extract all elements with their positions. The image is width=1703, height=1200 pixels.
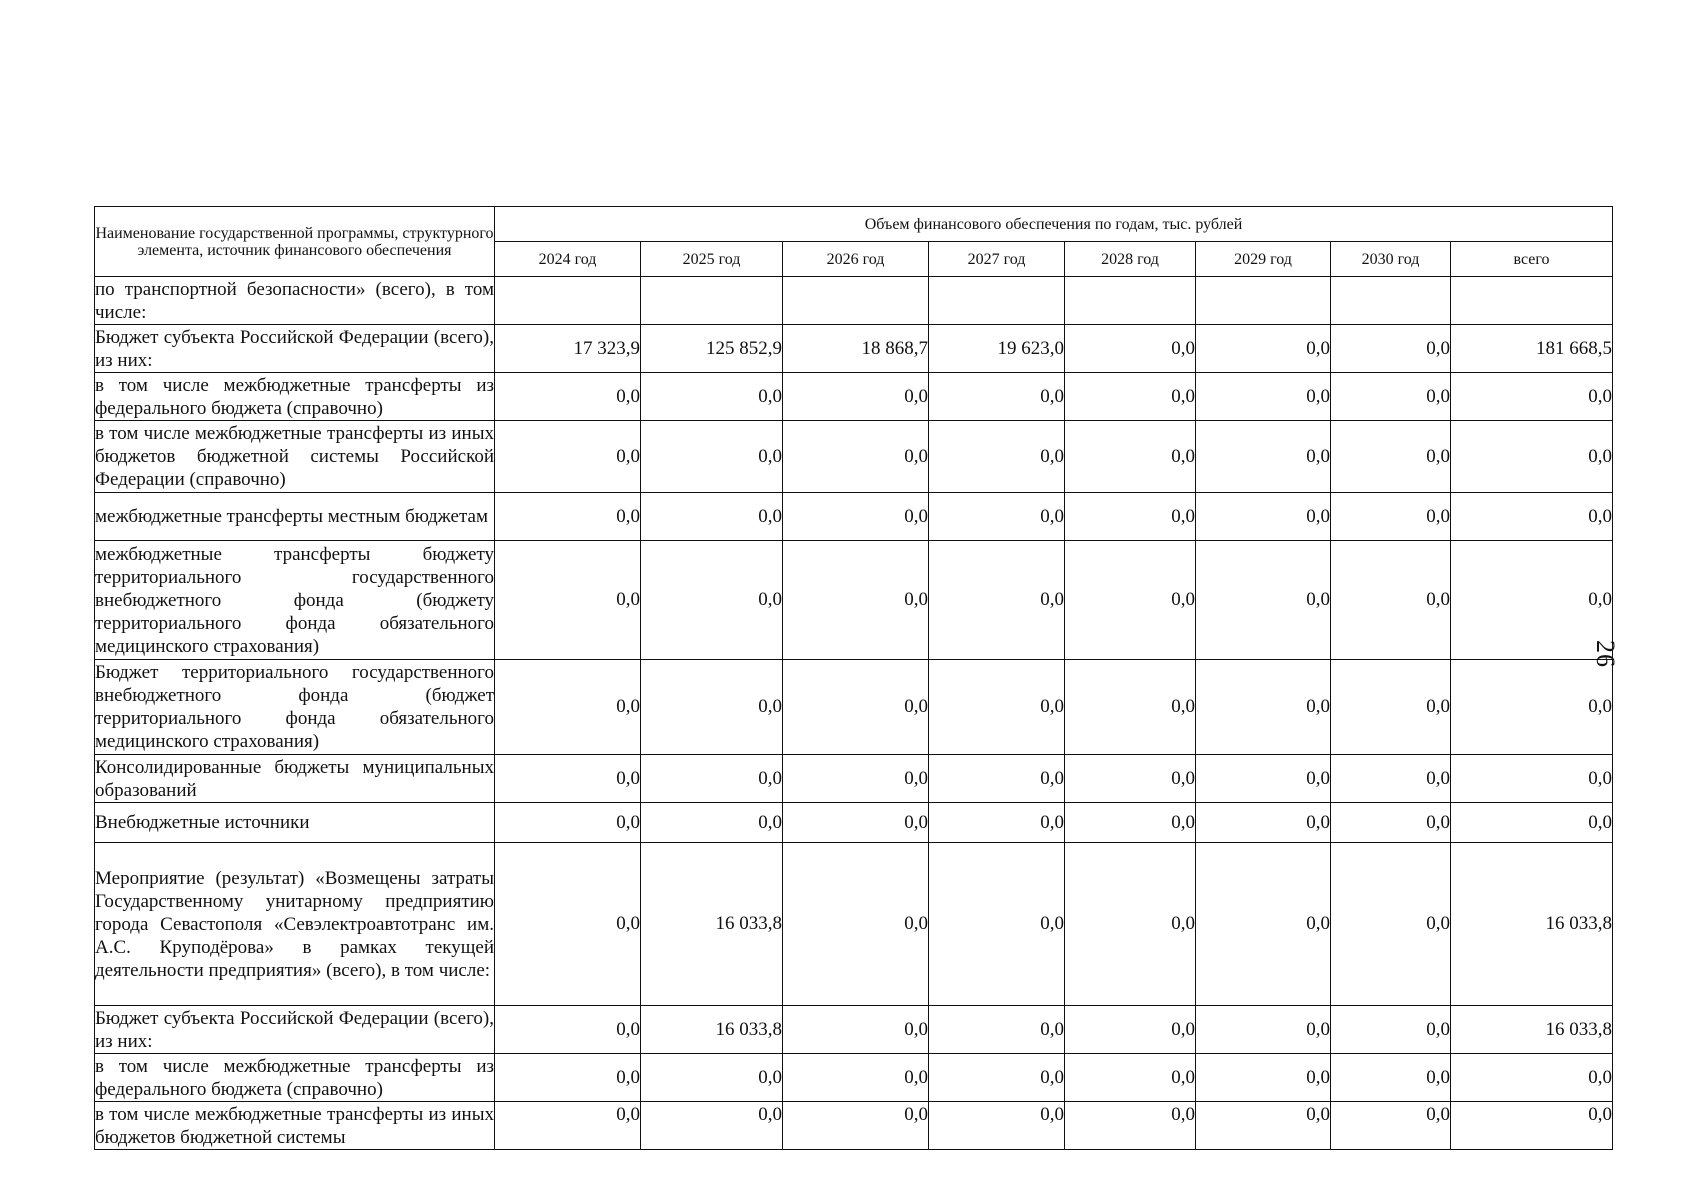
- table-row: [95, 803, 1613, 843]
- value-cell: 181 668,5: [1451, 325, 1613, 373]
- value-cell: 0,0: [641, 541, 783, 660]
- value-cell: 16 033,8: [641, 1006, 783, 1054]
- value-cell: 0,0: [495, 421, 641, 493]
- value-cell: [1196, 277, 1331, 325]
- value-cell: [1065, 277, 1196, 325]
- row-name: межбюджетные трансферты местным бюджетам: [95, 493, 495, 541]
- header-name-column: Наименование государственной программы, структурного элемента, источник финансового обеспечения: [95, 207, 495, 277]
- value-cell: [1331, 277, 1451, 325]
- header-year-2028: 2028 год: [1065, 242, 1196, 277]
- value-cell: 0,0: [783, 1102, 929, 1150]
- value-cell: 0,0: [1331, 1102, 1451, 1150]
- value-cell: 0,0: [1451, 1102, 1613, 1150]
- value-cell: 18 868,7: [783, 325, 929, 373]
- value-cell: 0,0: [1451, 660, 1613, 755]
- table-row: [95, 421, 1613, 493]
- value-cell: 0,0: [1065, 1102, 1196, 1150]
- value-cell: 0,0: [1331, 541, 1451, 660]
- table-row: [95, 373, 1613, 421]
- value-cell: 0,0: [1196, 325, 1331, 373]
- value-cell: 0,0: [929, 1006, 1065, 1054]
- value-cell: 125 852,9: [641, 325, 783, 373]
- row-name: межбюджетные трансферты бюджету территориального государственного внебюджетного фонда (бюджету территориального фонда обязательного медицинского страхования): [95, 541, 495, 660]
- row-name: в том числе межбюджетные трансферты из иных бюджетов бюджетной системы Российской Федерации (справочно): [95, 421, 495, 493]
- value-cell: 0,0: [929, 803, 1065, 843]
- value-cell: 0,0: [783, 1006, 929, 1054]
- value-cell: 0,0: [1451, 421, 1613, 493]
- value-cell: 0,0: [641, 421, 783, 493]
- value-cell: 0,0: [929, 755, 1065, 803]
- value-cell: 0,0: [783, 660, 929, 755]
- value-cell: 0,0: [1451, 803, 1613, 843]
- value-cell: 0,0: [641, 373, 783, 421]
- value-cell: 0,0: [1331, 1006, 1451, 1054]
- value-cell: 0,0: [1065, 803, 1196, 843]
- value-cell: 0,0: [1065, 421, 1196, 493]
- value-cell: 0,0: [641, 1054, 783, 1102]
- header-year-2030: 2030 год: [1331, 242, 1451, 277]
- header-row-group: [95, 207, 1613, 242]
- value-cell: 0,0: [1196, 1102, 1331, 1150]
- table-row: [95, 1054, 1613, 1102]
- value-cell: 0,0: [1065, 1006, 1196, 1054]
- value-cell: 19 623,0: [929, 325, 1065, 373]
- page-number: 26: [1591, 640, 1620, 668]
- header-year-2027: 2027 год: [929, 242, 1065, 277]
- value-cell: 0,0: [1065, 541, 1196, 660]
- value-cell: 0,0: [1065, 1054, 1196, 1102]
- value-cell: 0,0: [1331, 803, 1451, 843]
- value-cell: 0,0: [1065, 843, 1196, 1006]
- value-cell: 0,0: [1196, 373, 1331, 421]
- value-cell: 0,0: [929, 660, 1065, 755]
- table-row: [95, 755, 1613, 803]
- value-cell: 0,0: [495, 755, 641, 803]
- value-cell: 0,0: [1331, 755, 1451, 803]
- value-cell: 0,0: [641, 755, 783, 803]
- row-name: Внебюджетные источники: [95, 803, 495, 843]
- value-cell: 0,0: [641, 1102, 783, 1150]
- row-name: Консолидированные бюджеты муниципальных образований: [95, 756, 494, 801]
- row-name: в том числе межбюджетные трансферты из иных бюджетов бюджетной системы: [95, 1103, 494, 1148]
- value-cell: 0,0: [495, 803, 641, 843]
- value-cell: 0,0: [1065, 755, 1196, 803]
- value-cell: 0,0: [783, 421, 929, 493]
- value-cell: 0,0: [929, 1102, 1065, 1150]
- value-cell: 0,0: [929, 1054, 1065, 1102]
- value-cell: 0,0: [1065, 325, 1196, 373]
- row-name: Бюджет территориального государственного внебюджетного фонда (бюджет территориального фонда обязательного медицинского страхования): [95, 660, 495, 755]
- value-cell: 0,0: [1196, 421, 1331, 493]
- row-name: в том числе межбюджетные трансферты из федерального бюджета (справочно): [95, 374, 494, 419]
- value-cell: 0,0: [1451, 1054, 1613, 1102]
- value-cell: [495, 277, 641, 325]
- value-cell: 0,0: [1331, 325, 1451, 373]
- value-cell: 0,0: [495, 541, 641, 660]
- row-name: по транспортной безопасности» (всего), в том числе:: [95, 278, 494, 323]
- value-cell: 0,0: [1196, 1054, 1331, 1102]
- value-cell: 0,0: [1065, 373, 1196, 421]
- value-cell: 0,0: [1331, 1054, 1451, 1102]
- value-cell: 0,0: [929, 373, 1065, 421]
- value-cell: 0,0: [1196, 1006, 1331, 1054]
- value-cell: 0,0: [783, 541, 929, 660]
- value-cell: [783, 277, 929, 325]
- value-cell: 0,0: [1196, 755, 1331, 803]
- value-cell: 0,0: [641, 803, 783, 843]
- value-cell: 0,0: [783, 803, 929, 843]
- value-cell: 0,0: [1331, 843, 1451, 1006]
- table-row: [95, 843, 1613, 1006]
- value-cell: 0,0: [783, 755, 929, 803]
- table-row: [95, 493, 1613, 541]
- value-cell: 0,0: [495, 1102, 641, 1150]
- value-cell: 0,0: [929, 421, 1065, 493]
- value-cell: 0,0: [641, 493, 783, 541]
- value-cell: 0,0: [495, 660, 641, 755]
- value-cell: 0,0: [783, 373, 929, 421]
- value-cell: 0,0: [1451, 755, 1613, 803]
- table-row: [95, 660, 1613, 755]
- value-cell: 0,0: [495, 1054, 641, 1102]
- value-cell: 0,0: [495, 1006, 641, 1054]
- value-cell: 0,0: [495, 373, 641, 421]
- value-cell: 17 323,9: [495, 325, 641, 373]
- value-cell: [929, 277, 1065, 325]
- value-cell: 0,0: [1451, 541, 1613, 660]
- value-cell: 0,0: [1331, 660, 1451, 755]
- table-row: [95, 277, 1613, 325]
- value-cell: 16 033,8: [641, 843, 783, 1006]
- value-cell: 0,0: [1196, 493, 1331, 541]
- value-cell: 16 033,8: [1451, 1006, 1613, 1054]
- table-row: [95, 1006, 1613, 1054]
- value-cell: 0,0: [641, 660, 783, 755]
- header-year-2024: 2024 год: [495, 242, 641, 277]
- value-cell: [641, 277, 783, 325]
- value-cell: 0,0: [1331, 373, 1451, 421]
- value-cell: 0,0: [1196, 843, 1331, 1006]
- value-cell: 0,0: [1331, 493, 1451, 541]
- value-cell: 0,0: [1331, 421, 1451, 493]
- value-cell: 0,0: [495, 843, 641, 1006]
- table-row: [95, 325, 1613, 373]
- value-cell: 0,0: [1196, 660, 1331, 755]
- financing-table: [94, 206, 1613, 1150]
- value-cell: 0,0: [1451, 493, 1613, 541]
- value-cell: 0,0: [1065, 493, 1196, 541]
- value-cell: 16 033,8: [1451, 843, 1613, 1006]
- value-cell: 0,0: [929, 493, 1065, 541]
- header-total: всего: [1451, 242, 1613, 277]
- value-cell: 0,0: [783, 493, 929, 541]
- row-name: Бюджет субъекта Российской Федерации (всего), из них:: [95, 1007, 494, 1052]
- value-cell: 0,0: [929, 843, 1065, 1006]
- value-cell: 0,0: [783, 1054, 929, 1102]
- table-row: [95, 541, 1613, 660]
- row-name: Бюджет субъекта Российской Федерации (всего), из них:: [95, 326, 494, 371]
- value-cell: 0,0: [1196, 541, 1331, 660]
- row-name: в том числе межбюджетные трансферты из федерального бюджета (справочно): [95, 1055, 494, 1100]
- value-cell: 0,0: [1196, 803, 1331, 843]
- value-cell: 0,0: [783, 843, 929, 1006]
- table-row: [95, 1102, 1613, 1150]
- value-cell: 0,0: [1065, 660, 1196, 755]
- value-cell: 0,0: [929, 541, 1065, 660]
- value-cell: [1451, 277, 1613, 325]
- value-cell: 0,0: [495, 493, 641, 541]
- value-cell: 0,0: [1451, 373, 1613, 421]
- header-year-2029: 2029 год: [1196, 242, 1331, 277]
- header-year-2025: 2025 год: [641, 242, 783, 277]
- header-financing-group: Объем финансового обеспечения по годам, тыс. рублей: [495, 207, 1613, 242]
- header-year-2026: 2026 год: [783, 242, 929, 277]
- row-name: Мероприятие (результат) «Возмещены затраты Государственному унитарному предприятию города Севастополя «Севэлектроавтотранс им. А.С. Круподёрова» в рамках текущей деятельности предприятия» (всего), в том числе:: [95, 843, 495, 1006]
